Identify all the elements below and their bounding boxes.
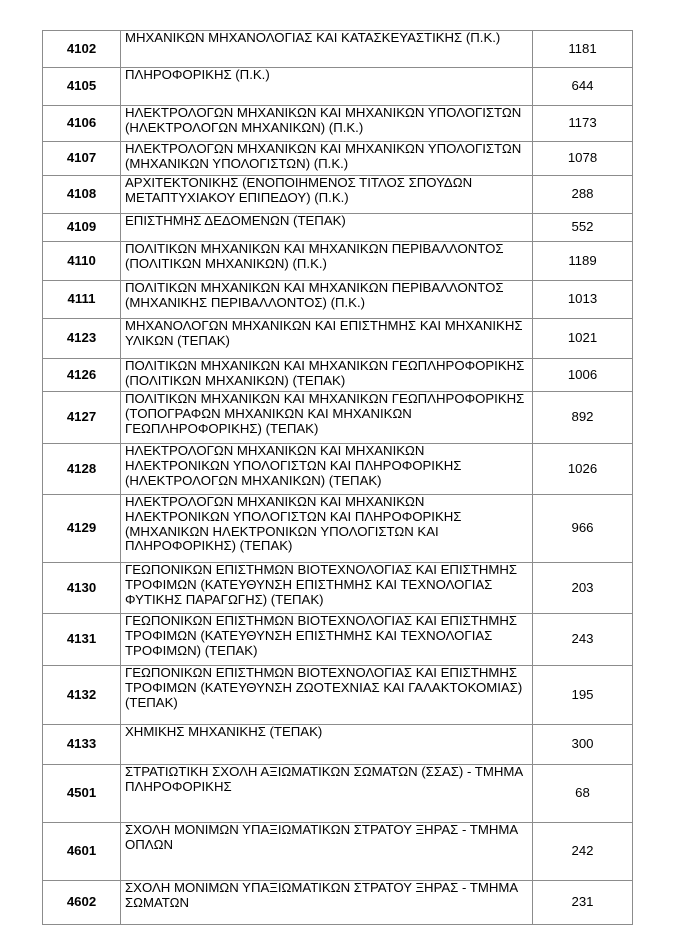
program-value: 966 [533, 495, 633, 563]
program-name: ΓΕΩΠΟΝΙΚΩΝ ΕΠΙΣΤΗΜΩΝ ΒΙΟΤΕΧΝΟΛΟΓΙΑΣ ΚΑΙ ΕΠΙΣΤΗΜΗΣ ΤΡΟΦΙΜΩΝ (ΚΑΤΕΥΘΥΝΣΗ ΕΠΙΣΤΗΜΗΣ ΚΑΙ ΤΕΧΝΟΛΟΓΙΑΣ ΤΡΟΦΙΜΩΝ) (ΤΕΠΑΚ) [121, 614, 533, 666]
table-row [43, 359, 633, 392]
program-value: 231 [533, 881, 633, 925]
program-name: ΕΠΙΣΤΗΜΗΣ ΔΕΔΟΜΕΝΩΝ (ΤΕΠΑΚ) [121, 214, 533, 242]
program-value: 243 [533, 614, 633, 666]
program-name: ΧΗΜΙΚΗΣ ΜΗΧΑΝΙΚΗΣ (ΤΕΠΑΚ) [121, 725, 533, 765]
table-row [43, 725, 633, 765]
program-value: 892 [533, 392, 633, 444]
table-row [43, 666, 633, 725]
program-code: 4131 [43, 614, 121, 666]
table-row [43, 176, 633, 214]
program-code: 4129 [43, 495, 121, 563]
program-value: 552 [533, 214, 633, 242]
table-row [43, 106, 633, 142]
program-code: 4130 [43, 563, 121, 614]
table-row [43, 765, 633, 823]
program-name: ΗΛΕΚΤΡΟΛΟΓΩΝ ΜΗΧΑΝΙΚΩΝ ΚΑΙ ΜΗΧΑΝΙΚΩΝ ΗΛΕΚΤΡΟΝΙΚΩΝ ΥΠΟΛΟΓΙΣΤΩΝ ΚΑΙ ΠΛΗΡΟΦΟΡΙΚΗΣ (ΗΛΕΚΤΡΟΛΟΓΩΝ ΜΗΧΑΝΙΚΩΝ) (ΤΕΠΑΚ) [121, 444, 533, 495]
program-value: 300 [533, 725, 633, 765]
programs-table [42, 30, 633, 925]
program-value: 644 [533, 68, 633, 106]
program-value: 203 [533, 563, 633, 614]
table-row [43, 614, 633, 666]
table-row [43, 31, 633, 68]
program-name: ΜΗΧΑΝΟΛΟΓΩΝ ΜΗΧΑΝΙΚΩΝ ΚΑΙ ΕΠΙΣΤΗΜΗΣ ΚΑΙ ΜΗΧΑΝΙΚΗΣ ΥΛΙΚΩΝ (ΤΕΠΑΚ) [121, 319, 533, 359]
program-value: 242 [533, 823, 633, 881]
table-row [43, 444, 633, 495]
program-name: ΠΟΛΙΤΙΚΩΝ ΜΗΧΑΝΙΚΩΝ ΚΑΙ ΜΗΧΑΝΙΚΩΝ ΓΕΩΠΛΗΡΟΦΟΡΙΚΗΣ (ΤΟΠΟΓΡΑΦΩΝ ΜΗΧΑΝΙΚΩΝ ΚΑΙ ΜΗΧΑΝΙΚΩΝ ΓΕΩΠΛΗΡΟΦΟΡΙΚΗΣ) (ΤΕΠΑΚ) [121, 392, 533, 444]
program-code: 4133 [43, 725, 121, 765]
program-code: 4106 [43, 106, 121, 142]
program-code: 4602 [43, 881, 121, 925]
program-value: 288 [533, 176, 633, 214]
program-name: ΗΛΕΚΤΡΟΛΟΓΩΝ ΜΗΧΑΝΙΚΩΝ ΚΑΙ ΜΗΧΑΝΙΚΩΝ ΥΠΟΛΟΓΙΣΤΩΝ (ΗΛΕΚΤΡΟΛΟΓΩΝ ΜΗΧΑΝΙΚΩΝ) (Π.Κ.) [121, 106, 533, 142]
program-name: ΑΡΧΙΤΕΚΤΟΝΙΚΗΣ (ΕΝΟΠΟΙΗΜΕΝΟΣ ΤΙΤΛΟΣ ΣΠΟΥΔΩΝ ΜΕΤΑΠΤΥΧΙΑΚΟΥ ΕΠΙΠΕΔΟΥ) (Π.Κ.) [121, 176, 533, 214]
program-name: ΣΧΟΛΗ ΜΟΝΙΜΩΝ ΥΠΑΞΙΩΜΑΤΙΚΩΝ ΣΤΡΑΤΟΥ ΞΗΡΑΣ - ΤΜΗΜΑ ΟΠΛΩΝ [121, 823, 533, 881]
program-code: 4107 [43, 142, 121, 176]
document-page [42, 30, 632, 925]
program-name: ΣΤΡΑΤΙΩΤΙΚΗ ΣΧΟΛΗ ΑΞΙΩΜΑΤΙΚΩΝ ΣΩΜΑΤΩΝ (ΣΣΑΣ) - ΤΜΗΜΑ ΠΛΗΡΟΦΟΡΙΚΗΣ [121, 765, 533, 823]
program-value: 1189 [533, 242, 633, 281]
program-value: 1173 [533, 106, 633, 142]
program-code: 4127 [43, 392, 121, 444]
program-value: 1013 [533, 281, 633, 319]
program-code: 4132 [43, 666, 121, 725]
program-name: ΠΟΛΙΤΙΚΩΝ ΜΗΧΑΝΙΚΩΝ ΚΑΙ ΜΗΧΑΝΙΚΩΝ ΠΕΡΙΒΑΛΛΟΝΤΟΣ (ΠΟΛΙΤΙΚΩΝ ΜΗΧΑΝΙΚΩΝ) (Π.Κ.) [121, 242, 533, 281]
program-name: ΓΕΩΠΟΝΙΚΩΝ ΕΠΙΣΤΗΜΩΝ ΒΙΟΤΕΧΝΟΛΟΓΙΑΣ ΚΑΙ ΕΠΙΣΤΗΜΗΣ ΤΡΟΦΙΜΩΝ (ΚΑΤΕΥΘΥΝΣΗ ΕΠΙΣΤΗΜΗΣ ΚΑΙ ΤΕΧΝΟΛΟΓΙΑΣ ΦΥΤΙΚΗΣ ΠΑΡΑΓΩΓΗΣ) (ΤΕΠΑΚ) [121, 563, 533, 614]
program-name: ΠΟΛΙΤΙΚΩΝ ΜΗΧΑΝΙΚΩΝ ΚΑΙ ΜΗΧΑΝΙΚΩΝ ΓΕΩΠΛΗΡΟΦΟΡΙΚΗΣ (ΠΟΛΙΤΙΚΩΝ ΜΗΧΑΝΙΚΩΝ) (ΤΕΠΑΚ) [121, 359, 533, 392]
table-row [43, 281, 633, 319]
program-code: 4601 [43, 823, 121, 881]
program-code: 4111 [43, 281, 121, 319]
program-value: 68 [533, 765, 633, 823]
program-name: ΗΛΕΚΤΡΟΛΟΓΩΝ ΜΗΧΑΝΙΚΩΝ ΚΑΙ ΜΗΧΑΝΙΚΩΝ ΗΛΕΚΤΡΟΝΙΚΩΝ ΥΠΟΛΟΓΙΣΤΩΝ ΚΑΙ ΠΛΗΡΟΦΟΡΙΚΗΣ (ΜΗΧΑΝΙΚΩΝ ΗΛΕΚΤΡΟΝΙΚΩΝ ΥΠΟΛΟΓΙΣΤΩΝ ΚΑΙ ΠΛΗΡΟΦΟΡΙΚΗΣ) (ΤΕΠΑΚ) [121, 495, 533, 563]
table-row [43, 142, 633, 176]
program-name: ΣΧΟΛΗ ΜΟΝΙΜΩΝ ΥΠΑΞΙΩΜΑΤΙΚΩΝ ΣΤΡΑΤΟΥ ΞΗΡΑΣ - ΤΜΗΜΑ ΣΩΜΑΤΩΝ [121, 881, 533, 925]
program-code: 4123 [43, 319, 121, 359]
program-name: ΗΛΕΚΤΡΟΛΟΓΩΝ ΜΗΧΑΝΙΚΩΝ ΚΑΙ ΜΗΧΑΝΙΚΩΝ ΥΠΟΛΟΓΙΣΤΩΝ (ΜΗΧΑΝΙΚΩΝ ΥΠΟΛΟΓΙΣΤΩΝ) (Π.Κ.) [121, 142, 533, 176]
program-code: 4128 [43, 444, 121, 495]
program-name: ΠΟΛΙΤΙΚΩΝ ΜΗΧΑΝΙΚΩΝ ΚΑΙ ΜΗΧΑΝΙΚΩΝ ΠΕΡΙΒΑΛΛΟΝΤΟΣ (ΜΗΧΑΝΙΚΗΣ ΠΕΡΙΒΑΛΛΟΝΤΟΣ) (Π.Κ.) [121, 281, 533, 319]
table-row [43, 881, 633, 925]
table-row [43, 563, 633, 614]
table-row [43, 319, 633, 359]
program-code: 4110 [43, 242, 121, 281]
program-value: 1006 [533, 359, 633, 392]
program-code: 4102 [43, 31, 121, 68]
program-code: 4501 [43, 765, 121, 823]
program-value: 1026 [533, 444, 633, 495]
program-value: 1078 [533, 142, 633, 176]
table-row [43, 68, 633, 106]
program-code: 4109 [43, 214, 121, 242]
program-name: ΜΗΧΑΝΙΚΩΝ ΜΗΧΑΝΟΛΟΓΙΑΣ ΚΑΙ ΚΑΤΑΣΚΕΥΑΣΤΙΚΗΣ (Π.Κ.) [121, 31, 533, 68]
program-code: 4108 [43, 176, 121, 214]
table-row [43, 392, 633, 444]
program-name: ΓΕΩΠΟΝΙΚΩΝ ΕΠΙΣΤΗΜΩΝ ΒΙΟΤΕΧΝΟΛΟΓΙΑΣ ΚΑΙ ΕΠΙΣΤΗΜΗΣ ΤΡΟΦΙΜΩΝ (ΚΑΤΕΥΘΥΝΣΗ ΖΩΟΤΕΧΝΙΑΣ ΚΑΙ ΓΑΛΑΚΤΟΚΟΜΙΑΣ) (ΤΕΠΑΚ) [121, 666, 533, 725]
table-row [43, 823, 633, 881]
program-code: 4126 [43, 359, 121, 392]
program-value: 1021 [533, 319, 633, 359]
program-name: ΠΛΗΡΟΦΟΡΙΚΗΣ (Π.Κ.) [121, 68, 533, 106]
table-row [43, 214, 633, 242]
program-code: 4105 [43, 68, 121, 106]
program-value: 1181 [533, 31, 633, 68]
table-row [43, 495, 633, 563]
program-value: 195 [533, 666, 633, 725]
table-row [43, 242, 633, 281]
